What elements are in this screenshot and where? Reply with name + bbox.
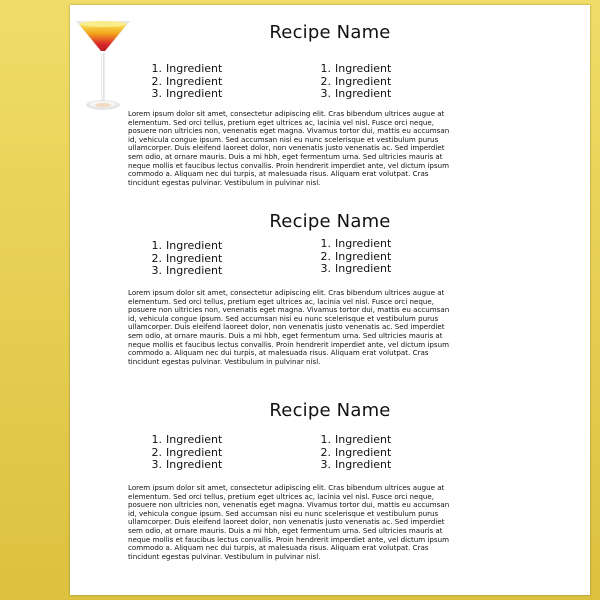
list-item: 3. Ingredient xyxy=(151,87,223,100)
list-item: 1. Ingredient xyxy=(151,62,223,75)
list-item: 3. Ingredient xyxy=(320,458,392,471)
list-item: 2. Ingredient xyxy=(151,74,223,88)
list-item: 1. Ingredient xyxy=(151,239,223,252)
recipe-title: Recipe Name xyxy=(269,22,391,43)
recipe-title: Recipe Name xyxy=(269,211,391,232)
ingredient-list-right xyxy=(317,238,391,276)
ingredient-list-right xyxy=(317,63,391,101)
recipe-body: Lorem ipsum dolor sit amet, consectetur adipiscing elit. Cras bibendum ultrices augue at elementum. Sed orci tellus, pretium eget ultrices ac, lacinia vel nisl. Fusce orci neque, posuere non ultricies non, venenatis eget magna. Vivamus tortor dui, mattis eu accumsan id, vehicula congue ipsum. Sed accumsan nisi eu nunc scelerisque et vestibulum purus ullamcorper. Duis eleifend laoreet dolor, non venenatis justo venenatis ac. Sed imperdiet sem odio, at ornare mauris. Duis a mi hbh, eget fermentum urna. Sed ultricies mauris at neque mollis et faucibus lectus convallis. Proin hendrerit imperdiet ante, vel dictum ipsum commodo a. Aliquam nec dui turpis, at malesuada risus. Aliquam erat volutpat. Cras tincidunt egestas pulvinar. Vestibulum in pulvinar nisl. xyxy=(128,288,450,366)
list-item: 2. Ingredient xyxy=(320,445,392,459)
list-item: 3. Ingredient xyxy=(320,262,392,275)
list-item: 2. Ingredient xyxy=(151,445,223,459)
list-item: 3. Ingredient xyxy=(151,264,223,277)
list-item: 3. Ingredient xyxy=(151,458,223,471)
recipe-body: Lorem ipsum dolor sit amet, consectetur adipiscing elit. Cras bibendum ultrices augue at elementum. Sed orci tellus, pretium eget ultrices ac, lacinia vel nisl. Fusce orci neque, posuere non ultricies non, venenatis eget magna. Vivamus tortor dui, mattis eu accumsan id, vehicula congue ipsum. Sed accumsan nisi eu nunc scelerisque et vestibulum purus ullamcorper. Duis eleifend laoreet dolor, non venenatis justo venenatis ac. Sed imperdiet sem odio, at ornare mauris. Duis a mi hbh, eget fermentum urna. Sed ultricies mauris at neque mollis et faucibus lectus convallis. Proin hendrerit imperdiet ante, vel dictum ipsum commodo a. Aliquam nec dui turpis, at malesuada risus. Aliquam erat volutpat. Cras tincidunt egestas pulvinar. Vestibulum in pulvinar nisl. xyxy=(128,109,450,187)
list-item: 1. Ingredient xyxy=(151,433,223,446)
document-page xyxy=(70,5,590,595)
list-item: 2. Ingredient xyxy=(320,74,392,88)
ingredient-list-left xyxy=(148,63,222,101)
ingredient-list-left xyxy=(148,240,222,278)
list-item: 2. Ingredient xyxy=(320,249,392,263)
ingredient-list-left xyxy=(148,434,222,472)
ingredient-list-right xyxy=(317,434,391,472)
list-item: 1. Ingredient xyxy=(320,62,392,75)
recipe-title: Recipe Name xyxy=(269,400,391,421)
list-item: 1. Ingredient xyxy=(320,433,392,446)
recipe-body: Lorem ipsum dolor sit amet, consectetur adipiscing elit. Cras bibendum ultrices augue at elementum. Sed orci tellus, pretium eget ultrices ac, lacinia vel nisl. Fusce orci neque, posuere non ultricies non, venenatis eget magna. Vivamus tortor dui, mattis eu accumsan id, vehicula congue ipsum. Sed accumsan nisi eu nunc scelerisque et vestibulum purus ullamcorper. Duis eleifend laoreet dolor, non venenatis justo venenatis ac. Sed imperdiet sem odio, at ornare mauris. Duis a mi hbh, eget fermentum urna. Sed ultricies mauris at neque mollis et faucibus lectus convallis. Proin hendrerit imperdiet ante, vel dictum ipsum commodo a. Aliquam nec dui turpis, at malesuada risus. Aliquam erat volutpat. Cras tincidunt egestas pulvinar. Vestibulum in pulvinar nisl. xyxy=(128,483,450,561)
list-item: 3. Ingredient xyxy=(320,87,392,100)
list-item: 1. Ingredient xyxy=(320,237,392,250)
list-item: 2. Ingredient xyxy=(151,251,223,265)
